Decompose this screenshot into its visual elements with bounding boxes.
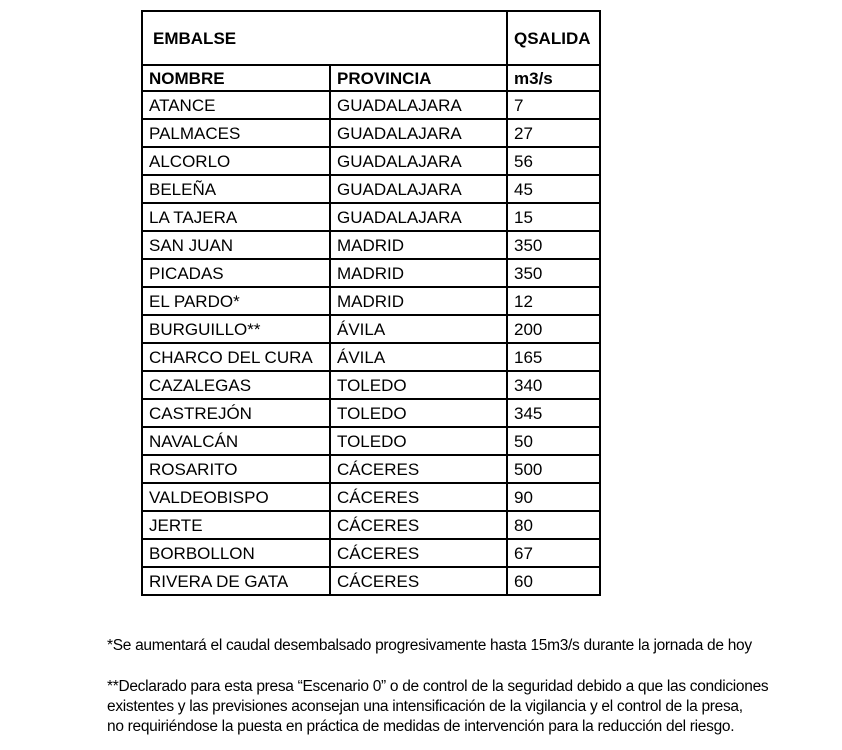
cell-qsalida: 340 (507, 371, 600, 399)
cell-qsalida: 67 (507, 539, 600, 567)
reservoir-table (141, 10, 601, 596)
cell-qsalida: 350 (507, 231, 600, 259)
empty-title-cell (330, 11, 507, 65)
cell-qsalida: 500 (507, 455, 600, 483)
cell-qsalida: 350 (507, 259, 600, 287)
embalse-title-cell: EMBALSE (142, 11, 330, 65)
cell-nombre: LA TAJERA (142, 203, 330, 231)
cell-provincia: GUADALAJARA (330, 203, 507, 231)
cell-nombre: ALCORLO (142, 147, 330, 175)
cell-provincia: TOLEDO (330, 427, 507, 455)
footnotes (107, 636, 832, 737)
cell-nombre: SAN JUAN (142, 231, 330, 259)
cell-provincia: MADRID (330, 231, 507, 259)
cell-nombre: JERTE (142, 511, 330, 539)
cell-nombre: ATANCE (142, 91, 330, 119)
table-row (142, 399, 600, 427)
column-header-provincia: PROVINCIA (330, 65, 507, 91)
table-row (142, 231, 600, 259)
cell-qsalida: 27 (507, 119, 600, 147)
cell-nombre: CAZALEGAS (142, 371, 330, 399)
cell-nombre: VALDEOBISPO (142, 483, 330, 511)
table-row (142, 203, 600, 231)
table-row (142, 287, 600, 315)
cell-qsalida: 345 (507, 399, 600, 427)
footnote-burguillo-line-2: existentes y las previsiones aconsejan una intensificación de la vigilancia y el control de la presa, (107, 698, 743, 715)
cell-provincia: ÁVILA (330, 343, 507, 371)
cell-provincia: CÁCERES (330, 483, 507, 511)
cell-nombre: PICADAS (142, 259, 330, 287)
cell-qsalida: 12 (507, 287, 600, 315)
column-header-nombre: NOMBRE (142, 65, 330, 91)
table-row (142, 511, 600, 539)
cell-provincia: GUADALAJARA (330, 175, 507, 203)
cell-provincia: ÁVILA (330, 315, 507, 343)
cell-qsalida: 80 (507, 511, 600, 539)
cell-provincia: GUADALAJARA (330, 147, 507, 175)
footnote-burguillo-line-1: **Declarado para esta presa “Escenario 0” o de control de la seguridad debido a que las condiciones (107, 678, 769, 695)
table-row (142, 91, 600, 119)
cell-qsalida: 56 (507, 147, 600, 175)
table-row (142, 567, 600, 595)
qsalida-title-cell: QSALIDA (507, 11, 600, 65)
cell-nombre: ROSARITO (142, 455, 330, 483)
cell-provincia: TOLEDO (330, 399, 507, 427)
cell-nombre: BURGUILLO** (142, 315, 330, 343)
cell-qsalida: 50 (507, 427, 600, 455)
cell-provincia: GUADALAJARA (330, 91, 507, 119)
footnote-el-pardo: *Se aumentará el caudal desembalsado progresivamente hasta 15m3/s durante la jornada de hoy (107, 637, 752, 654)
cell-qsalida: 45 (507, 175, 600, 203)
cell-qsalida: 15 (507, 203, 600, 231)
table-body (142, 11, 600, 595)
cell-qsalida: 165 (507, 343, 600, 371)
table-row (142, 539, 600, 567)
footnote-burguillo-line-3: no requiriéndose la puesta en práctica de medidas de intervención para la reducción del riesgo. (107, 718, 735, 735)
cell-provincia: GUADALAJARA (330, 119, 507, 147)
table-header-row (142, 65, 600, 91)
cell-nombre: PALMACES (142, 119, 330, 147)
column-header-unit: m3/s (507, 65, 600, 91)
cell-nombre: BORBOLLON (142, 539, 330, 567)
table-row (142, 483, 600, 511)
cell-nombre: EL PARDO* (142, 287, 330, 315)
cell-nombre: NAVALCÁN (142, 427, 330, 455)
table-title-row (142, 11, 600, 65)
table-row (142, 259, 600, 287)
table-row (142, 343, 600, 371)
cell-nombre: BELEÑA (142, 175, 330, 203)
cell-provincia: TOLEDO (330, 371, 507, 399)
cell-provincia: CÁCERES (330, 511, 507, 539)
cell-provincia: CÁCERES (330, 539, 507, 567)
cell-qsalida: 60 (507, 567, 600, 595)
reservoir-table-container (141, 10, 601, 596)
cell-provincia: CÁCERES (330, 567, 507, 595)
cell-qsalida: 90 (507, 483, 600, 511)
table-row (142, 455, 600, 483)
cell-qsalida: 200 (507, 315, 600, 343)
cell-nombre: RIVERA DE GATA (142, 567, 330, 595)
table-row (142, 315, 600, 343)
table-row (142, 175, 600, 203)
cell-provincia: CÁCERES (330, 455, 507, 483)
table-row (142, 119, 600, 147)
cell-provincia: MADRID (330, 259, 507, 287)
table-row (142, 427, 600, 455)
table-row (142, 371, 600, 399)
table-row (142, 147, 600, 175)
cell-qsalida: 7 (507, 91, 600, 119)
cell-nombre: CHARCO DEL CURA (142, 343, 330, 371)
cell-nombre: CASTREJÓN (142, 399, 330, 427)
cell-provincia: MADRID (330, 287, 507, 315)
